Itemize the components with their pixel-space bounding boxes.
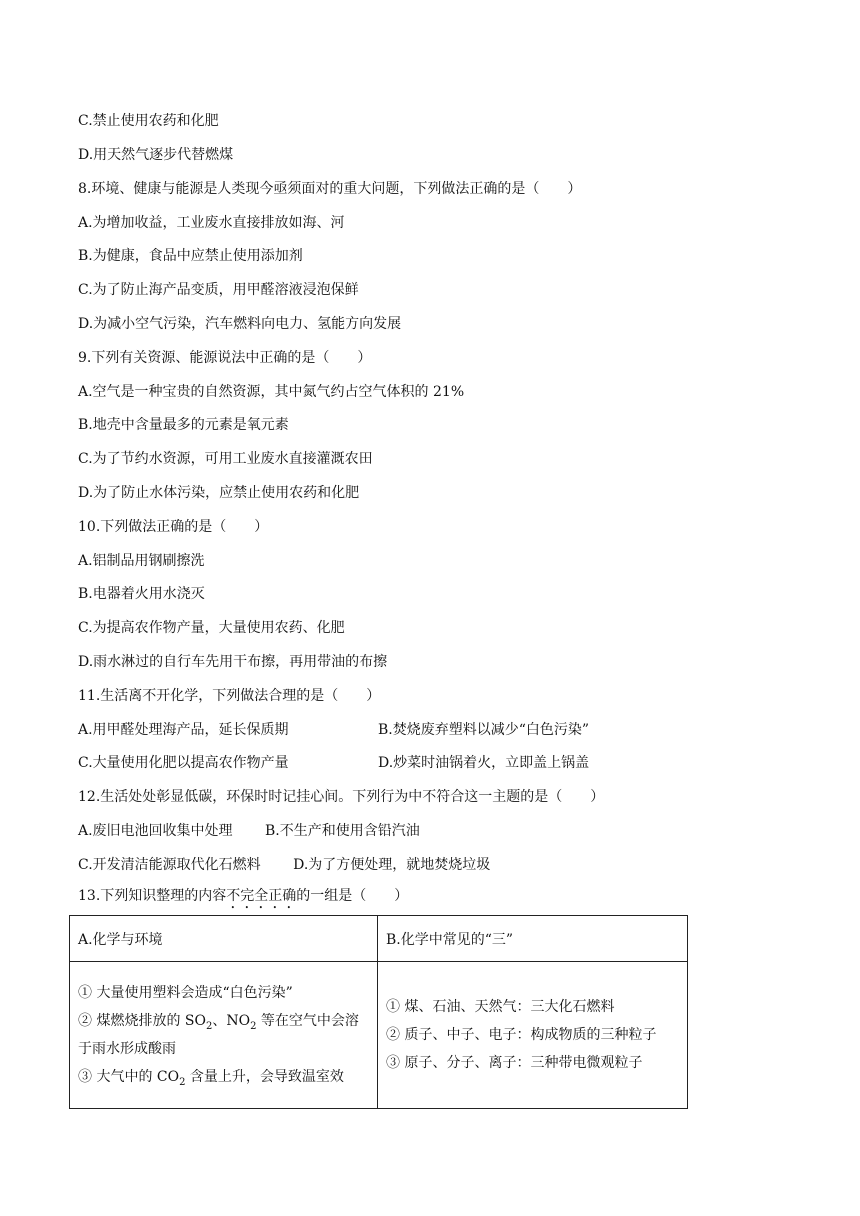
question-11-option-d: D.炒菜时油锅着火，立即盖上锅盖	[378, 755, 590, 771]
table-header-b: B.化学中常见的“三”	[378, 916, 688, 962]
question-9-option-c: C.为了节约水资源，可用工业废水直接灌溉农田	[78, 451, 373, 467]
question-10-option-d: D.雨水淋过的自行车先用干布擦，再用带油的布擦	[78, 654, 388, 670]
table-cell-a	[70, 962, 378, 1109]
question-13-stem-start: 13.下列知识整理的内容	[78, 888, 227, 904]
question-8-option-a: A.为增加收益，工业废水直接排放如海、河	[78, 215, 345, 231]
table-header-row	[70, 916, 688, 962]
table-body-row	[70, 962, 688, 1109]
cell-a-item-3	[78, 1065, 369, 1089]
cell-b-item-3: ③ 原子、分子、离子：三种带电微观粒子	[386, 1055, 643, 1071]
table-header-a: A.化学与环境	[70, 916, 378, 962]
question-8-stem: 8.环境、健康与能源是人类现今亟须面对的重大问题，下列做法正确的是（ ）	[78, 181, 582, 197]
question-11-stem: 11.生活离不开化学，下列做法合理的是（ ）	[78, 688, 381, 704]
question-13-stem	[78, 886, 408, 912]
cell-a-item-1: ① 大量使用塑料会造成“白色污染”	[78, 985, 293, 1001]
question-9-option-b: B.地壳中含量最多的元素是氧元素	[78, 417, 289, 433]
knowledge-table	[69, 915, 688, 1109]
question-10-stem: 10.下列做法正确的是（ ）	[78, 519, 269, 535]
cell-a-item-2-continued: 于雨水形成酸雨	[78, 1041, 176, 1057]
question-11-option-b: B.焚烧废弃塑料以减少“白色污染”	[378, 722, 590, 738]
question-13-stem-end: 的一组是（ ）	[296, 888, 409, 904]
question-11-option-c: C.大量使用化肥以提高农作物产量	[78, 755, 289, 771]
question-13-emphasis: 不完全正确	[226, 888, 297, 904]
question-12-stem: 12.生活处处彰显低碳，环保时时记挂心间。下列行为中不符合这一主题的是（ ）	[78, 789, 605, 805]
line-7c: C.禁止使用农药和化肥	[78, 113, 219, 129]
line-7d: D.用天然气逐步代替燃煤	[78, 147, 234, 163]
cell-a-item-2-text: ② 煤燃烧排放的 SO	[78, 1013, 206, 1029]
cell-a-item-2-mid: 、NO	[212, 1013, 251, 1029]
question-10-option-b: B.电器着火用水浇灭	[78, 586, 205, 602]
question-12-options-cd: C.开发清洁能源取代化石燃料 D.为了方便处理，就地焚烧垃圾	[78, 857, 491, 873]
question-11-option-a: A.用甲醛处理海产品，延长保质期	[78, 722, 289, 738]
cell-b-item-2: ② 质子、中子、电子：构成物质的三种粒子	[386, 1027, 657, 1043]
question-10-option-a: A.铝制品用钢刷擦洗	[78, 553, 205, 569]
question-8-option-b: B.为健康，食品中应禁止使用添加剂	[78, 248, 303, 264]
question-8-option-d: D.为减小空气污染，汽车燃料向电力、氢能方向发展	[78, 316, 402, 332]
cell-a-item-2-end: 等在空气中会溶	[256, 1013, 359, 1029]
co2-subscript: 2	[179, 1076, 186, 1088]
cell-a-item-2	[78, 1009, 369, 1033]
cell-a-item-3-end: 含量上升，会导致温室效	[185, 1069, 344, 1085]
question-9-option-d: D.为了防止水体污染，应禁止使用农药和化肥	[78, 485, 360, 501]
question-10-option-c: C.为提高农作物产量，大量使用农药、化肥	[78, 620, 345, 636]
question-8-option-c: C.为了防止海产品变质，用甲醛溶液浸泡保鲜	[78, 282, 359, 298]
question-9-option-a: A.空气是一种宝贵的自然资源，其中氮气约占空气体积的 21%	[78, 384, 465, 400]
question-9-stem: 9.下列有关资源、能源说法中正确的是（ ）	[78, 350, 372, 366]
cell-b-item-1: ① 煤、石油、天然气：三大化石燃料	[386, 999, 615, 1015]
question-12-options-ab: A.废旧电池回收集中处理 B.不生产和使用含铅汽油	[78, 823, 420, 839]
so2-subscript: 2	[205, 1020, 213, 1032]
no2-subscript: 2	[250, 1020, 257, 1032]
table-cell-b	[378, 962, 688, 1109]
cell-a-item-3-text: ③ 大气中的 CO	[78, 1069, 180, 1085]
